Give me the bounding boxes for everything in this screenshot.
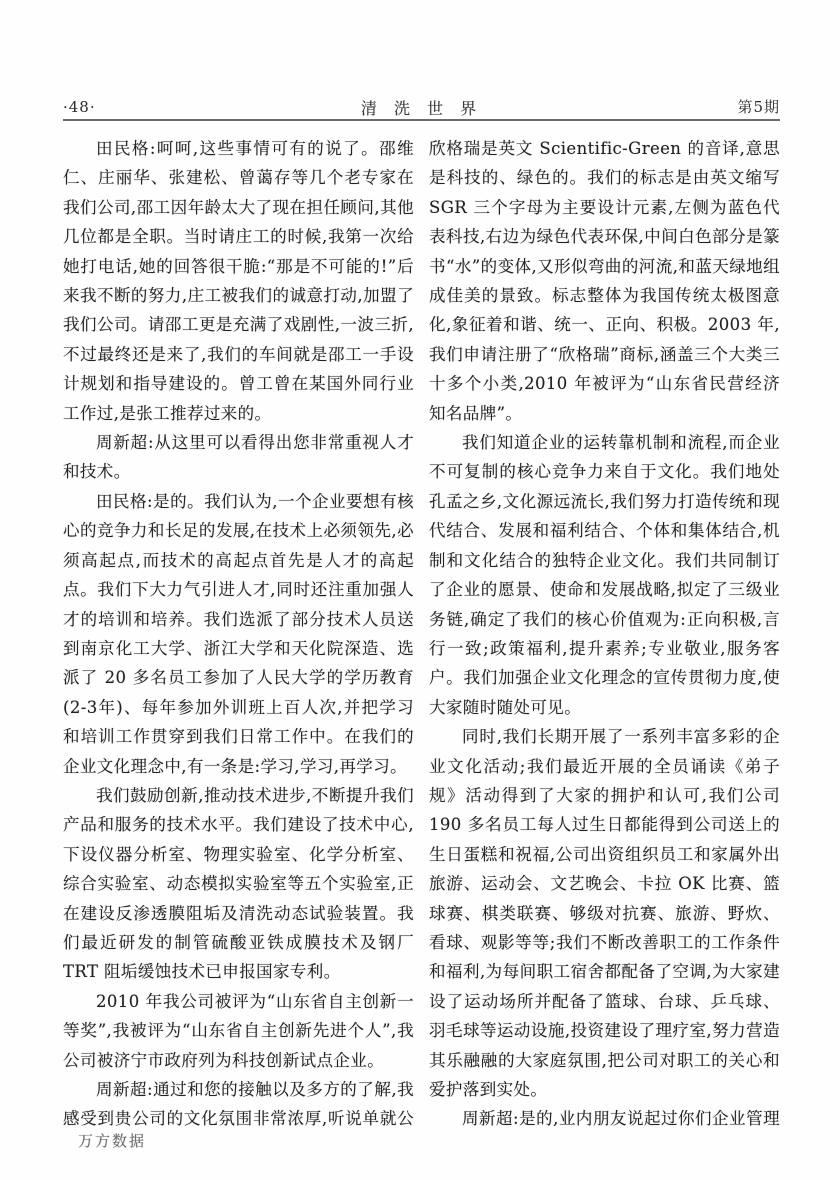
paragraph: 同时,我们长期开展了一系列丰富多彩的企业文化活动;我们最近开展的全员诵读《弟子规》活动得到了大家的拥护和认可,我们公司 190 多名员工每人过生日都能得到公司送上的生日蛋糕和祝福,公司出资组织员工和家属外出旅游、运动会、文艺晚会、卡拉 OK 比赛、篮球赛、棋类联赛、够级对抗赛、旅游、野炊、看球、观影等等;我们不断改善职工的工作条件和福利,为每间职工宿舍都配备了空调,为大家建设了运动场所并配备了篮球、台球、乒乓球、羽毛球等运动设施,投资建设了理疗室,努力营造其乐融融的大家庭氛围,把公司对职工的关心和爱护落到实处。 bbox=[429, 727, 780, 1099]
journal-title: 清 洗 世 界 bbox=[360, 99, 483, 118]
header-rule bbox=[63, 119, 780, 121]
page-header bbox=[63, 96, 780, 118]
right-column bbox=[429, 134, 780, 1136]
paragraph: 我们鼓励创新,推动技术进步,不断提升我们产品和服务的技术水平。我们建设了技术中心,下设仪器分析室、物理实验室、化学分析室、综合实验室、动态模拟实验室等五个实验室,正在建设反渗透膜阻垢及清洗动态试验装置。我们最近研发的制管硫酸亚铁成膜技术及钢厂 TRT 阻垢缓蚀技术已申报国家专利。 bbox=[63, 785, 414, 982]
issue-label: 第5期 bbox=[737, 98, 780, 116]
paragraph: 我们知道企业的运转靠机制和流程,而企业不可复制的核心竞争力来自于文化。我们地处孔孟之乡,文化源远流长,我们努力打造传统和现代结合、发展和福利结合、个体和集体结合,机制和文化结合的独特企业文化。我们共同制订了企业的愿景、使命和发展战略,拟定了三级业务链,确定了我们的核心价值观为:正向积极,言行一致;政策福利,提升素养;专业敬业,服务客户。我们加强企业文化理念的宣传贯彻力度,使大家随时随处可见。 bbox=[429, 433, 780, 717]
page-number: ·48· bbox=[63, 98, 96, 116]
left-column bbox=[63, 134, 414, 1136]
article-body bbox=[63, 134, 780, 1136]
paragraph: 周新超:通过和您的接触以及多方的了解,我感受到贵公司的文化氛围非常浓厚,听说单就公 bbox=[63, 1080, 414, 1129]
paragraph: 田民格:是的。我们认为,一个企业要想有核心的竞争力和长足的发展,在技术上必须领先,必须高起点,而技术的高起点首先是人才的高起点。我们下大力气引进人才,同时还注重加强人才的培训和培养。我们选派了部分技术人员送到南京化工大学、浙江大学和天化院深造、选派了 20 多名员工参加了人民大学的学历教育(2-3年)、每年参加外训班上百人次,并把学习和培训工作贯穿到我们日常工作中。在我们的企业文化理念中,有一条是:学习,学习,再学习。 bbox=[63, 491, 414, 776]
paragraph: 周新超:是的,业内朋友说起过你们企业管理 bbox=[462, 1109, 780, 1129]
wanfang-watermark: 万方数据 bbox=[78, 1132, 147, 1150]
paragraph: 周新超:从这里可以看得出您非常重视人才和技术。 bbox=[63, 433, 414, 482]
paragraph: 田民格:呵呵,这些事情可有的说了。邵维仁、庄丽华、张建松、曾蔼存等几个老专家在我们公司,邵工因年龄太大了现在担任顾问,其他几位都是全职。当时请庄工的时候,我第一次给她打电话,她的回答很干脆:“那是不可能的!”后来我不断的努力,庄工被我们的诚意打动,加盟了我们公司。请邵工更是充满了戏剧性,一波三折,不过最终还是来了,我们的车间就是邵工一手设计规划和指导建设的。曾工曾在某国外同行业工作过,是张工推荐过来的。 bbox=[63, 139, 414, 423]
paragraph: 2010 年我公司被评为“山东省自主创新一等奖”,我被评为“山东省自主创新先进个人”,我公司被济宁市政府列为科技创新试点企业。 bbox=[63, 991, 414, 1070]
paragraph: 欣格瑞是英文 Scientific-Green 的音译,意思是科技的、绿色的。我们的标志是由英文缩写 SGR 三个字母为主要设计元素,左侧为蓝色代表科技,右边为绿色代表环保,中间白色部分是篆书“水”的变体,又形似弯曲的河流,和蓝天绿地组成佳美的景致。标志整体为我国传统太极图意化,象征着和谐、统一、正向、积极。2003 年,我们申请注册了“欣格瑞”商标,涵盖三个大类三十多个小类,2010 年被评为“山东省民营经济知名品牌”。 bbox=[429, 139, 780, 423]
